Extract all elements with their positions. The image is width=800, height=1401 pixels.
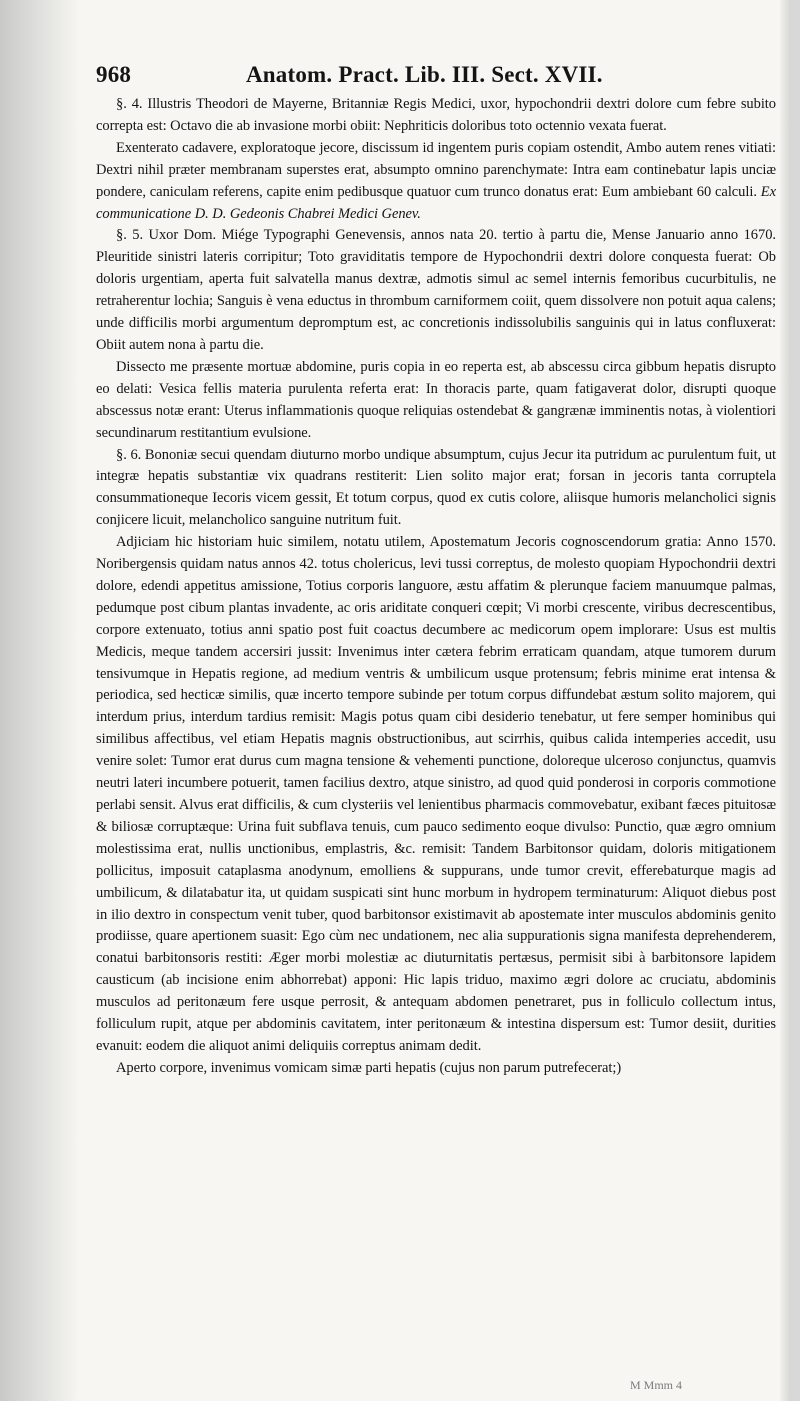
paragraph-7: Aperto corpore, invenimus vomicam simæ parti hepatis (cujus non parum putrefecerat;) [116, 1059, 622, 1076]
paragraph-3: §. 5. Uxor Dom. Miége Typographi Genevensis, annos nata 20. tertio à partu die, Mense Januario anno 1670. Pleuritide sinistri lateris corripitur; Toto graviditatis tempore de Hypochondrii dextri dolore conquesta fuerat: Ob doloris urgentiam, aperta fuit salvatella manus dextræ, admotis simul ac semel internis femoribus cucurbitulis, ne retraherentur lochia; Sanguis è vena eductus in thrombum carniformem coiit, quem dissolvere non potuit aqua calens; unde difficilis morbi argumentum depromptum est, ac concretionis indissolubilis sanguinis qui in latus confluxerat: Obiit autem nona à partu die. [96, 227, 776, 353]
paragraph-2: Exenterato cadavere, exploratoque jecore, discissum id ingentem puris copiam ostendit, Ambo autem renes vitiati: Dextri nihil præter membranam superstes erat, absumpto omnino parenchymate: Intra eam continebatur lapis unciæ pondere, caniculam referens, capite enim pedibusque quatuor cum trunco donatus erat: Eum ambiebant 60 calculi. Ex communicatione D. D. Gedeonis Chabrei Medici Genev. [96, 139, 776, 222]
page-number: 968 [96, 62, 132, 87]
paragraph-1: §. 4. Illustris Theodori de Mayerne, Britanniæ Regis Medici, uxor, hypochondrii dextri dolore cum febre subito correpta est: Octavo die ab invasione morbi obiit: Nephriticis doloribus toto octennio vexata fuerat. [96, 96, 776, 134]
page-edge [780, 0, 790, 1401]
source-attribution: Ex communicatione D. D. Gedeonis Chabrei Medici Genev. [96, 183, 776, 222]
paragraph-5: §. 6. Bononiæ secui quendam diuturno morbo undique absumptum, cujus Jecur ita putridum ac purulentum fuit, ut integræ hepatis substantiæ vix quadrans restiterit: Lien solito major erat; forsan in jecoris tanta corruptela consummationeque Iecoris vicem gessit, Et totum corpus, quod ex cutis colore, aliisque humoris melancholici signis conjicere licuit, melancholico sanguine nutritum fuit. [96, 446, 776, 529]
running-head: Anatom. Pract. Lib. III. Sect. XVII. [246, 62, 603, 87]
paragraph-4: Dissecto me præsente mortuæ abdomine, puris copia in eo reperta est, ab abscessu circa gibbum hepatis disrupto eo delati: Vesica fellis materia purulenta referta erat: In thoracis parte, quam fatigaverat dolor, disrupti quoque abscessus notæ erant: Uterus inflammationis quoque reliquias ostendebat & gangrænæ imminentis notas, à violentiori secundinarum restitantium evulsione. [96, 358, 776, 441]
paragraph-6: Adjiciam hic historiam huic similem, notatu utilem, Apostematum Jecoris cognoscendorum gratia: Anno 1570. Noribergensis quidam natus annos 42. totus cholericus, levi tussi correptus, de molesto quopiam Hypochondrii dextri dolore, edendi appetitus amissione, Totius corporis languore, æstu affatim & plerunque faciem manuumque palmas, pedumque post cibum plantas invadente, ac oris ariditate conqueri cœpit; Vi morbi crescente, viribus decrescentibus, corpore extenuato, totius anni spatio post fuit coactus decumbere ac medicorum opem implorare: Usus est multis Medicis, meque tandem accersiri jussit: Invenimus inter cætera febrim erraticam quandam, atque tumorem durum tensivumque in Hepatis regione, ad medium ventris & umbilicum usque protensum; febris minime erat intensa & periodica, sed hecticæ similis, quæ incerto tempore subinde per totum corpus diffundebat æstum solito majorem, qui interdum prius, interdum tardius remisit: Magis potus quam cibi desiderio tenebatur, ut fere semper hominibus qui similibus affectibus, vel etiam Hepatis magnis obstructionibus, aut scirrhis, quibus calida intemperies accedit, usu venire solet: Tumor erat durus cum magna tensione & vehementi punctione, doloreque ulceroso conjunctus, quamvis neutri lateri incumbere potuerit, tamen facilius dextro, atque sinistro, ad quod quid ponderosi in corporis commotione perlabi sensit. Alvus erat difficilis, & cum clysteriis vel lenientibus pharmacis commovebatur, exibant fæces pituitosæ & biliosæ corruptæque: Urina fuit subflava tenuis, cum pauco sedimento eoque divulso: Punctio, quæ ægro omnium molestissima erat, nullis unctionibus, emplastris, &c. remisit: Tandem Barbitonsor quidam, doloris mitigationem pollicitus, imposuit cataplasma anodynum, emolliens & suppurans, unde tumor crevit, efferebaturque magis ad umbilicum, & dilatabatur ita, ut quidam suspicati sint hunc morbum in hydropem terminaturum: Aliquot diebus post in ilio dextro in conspectum venit tuber, quod barbitonsor existimavit ab apostemate inter musculos abdominis genito prodiisse, quare apertionem suasit: Ego cùm nec undationem, nec alia suppurationis signa manifesta deprehenderem, conatui barbitonsoris restiti: Æger morbi molestiæ ac diuturnitatis pertæsus, permisit sibi à barbitonsore lapidem causticum (ab incisione enim abhorrebat) apponi: Hic lapis triduo, maximo ægri dolore ac cruciatu, abdominis musculos ad peritonæum fere usque perrosit, & antequam abdomen penetraret, pus in folliculo collectum intus, folliculum rupit, atque per abdominis cavitatem, inter peritonæum & intestina dispersum est: Tumor desiit, durities evanuit: eodem die aliquot animi deliquiis correptus animam dedit. [96, 534, 776, 1054]
signature-mark: M Mmm 4 [630, 1378, 683, 1392]
page-header [96, 62, 776, 88]
